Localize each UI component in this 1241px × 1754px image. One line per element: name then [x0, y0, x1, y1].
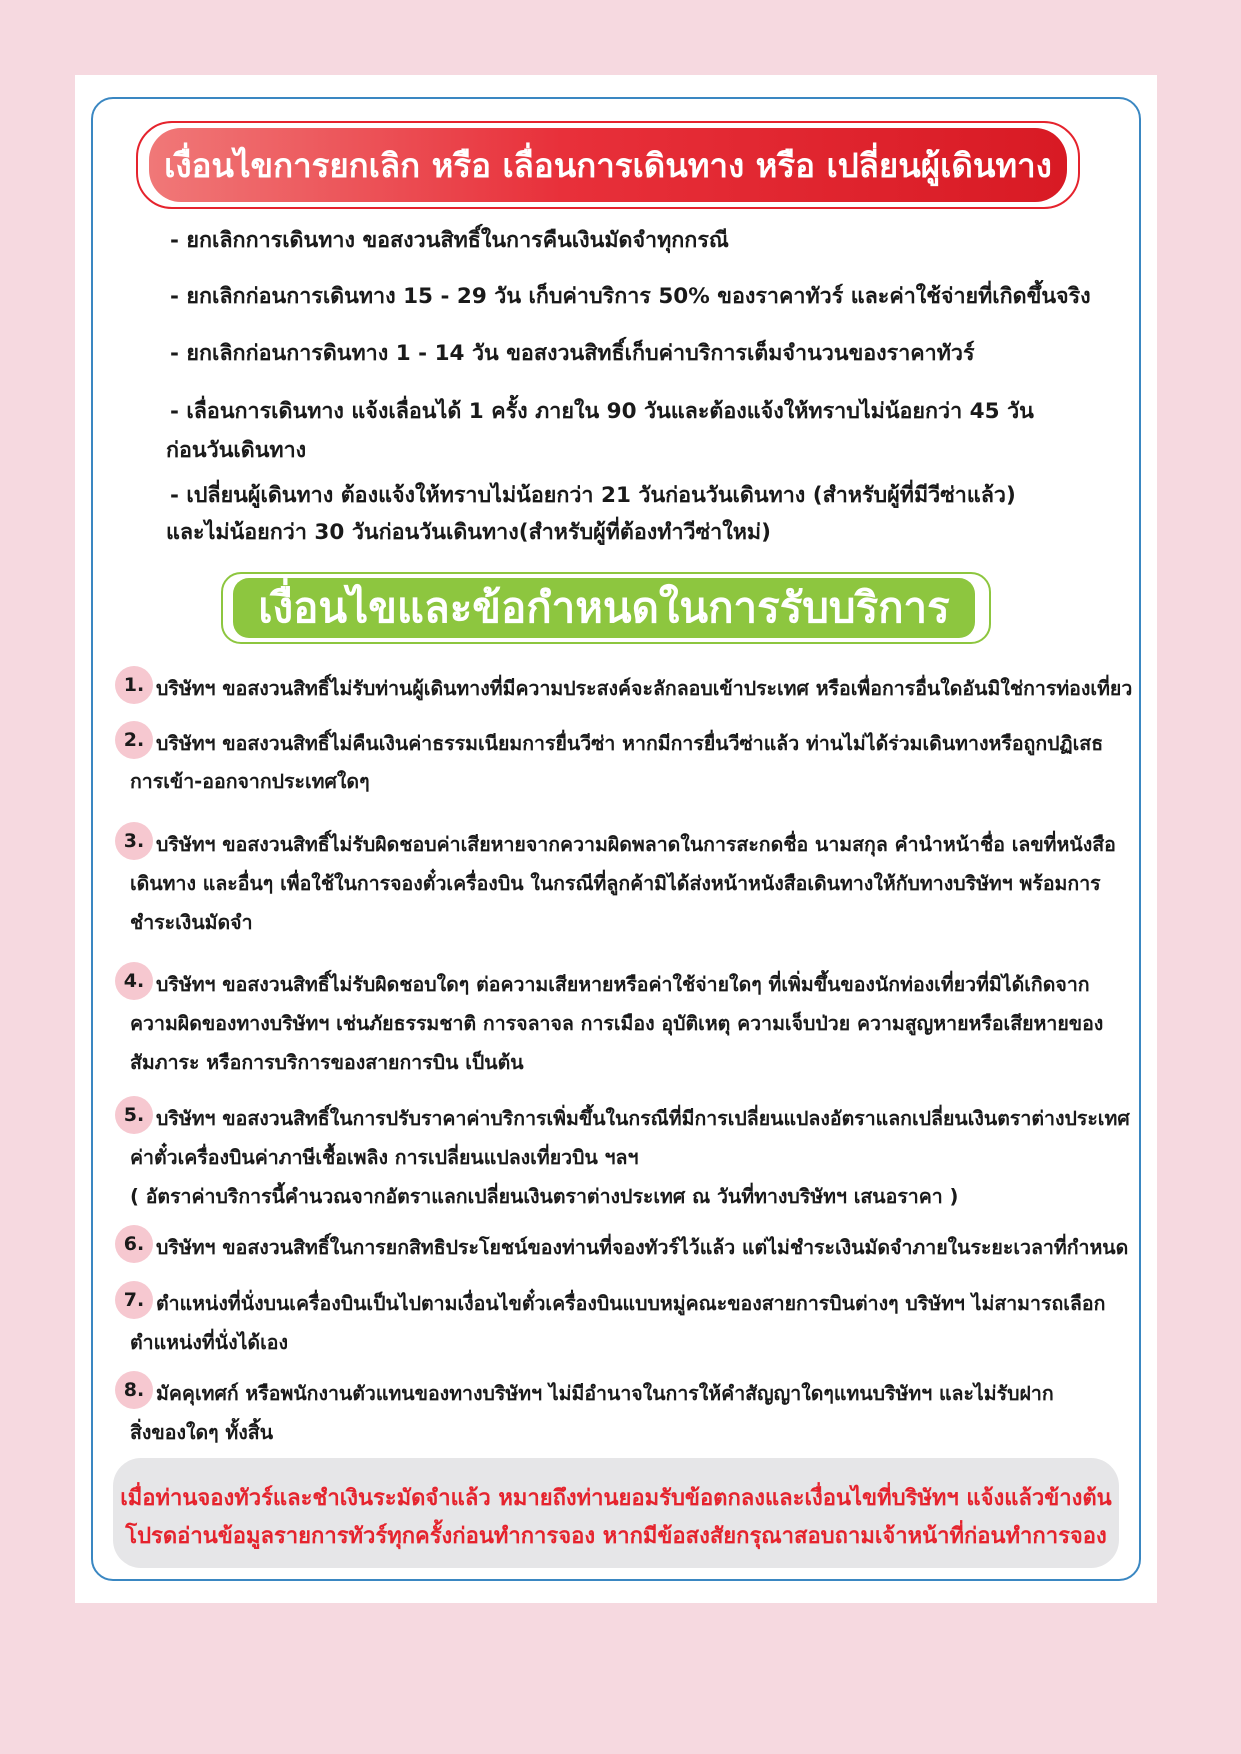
term-line: มัคคุเทศก์ หรือพนักงานตัวแทนของทางบริษัทฯ ไม่มีอำนาจในการให้คำสัญญาใดๆแทนบริษัทฯ และไม่รับฝาก	[156, 1382, 1054, 1405]
term-line: บริษัทฯ ขอสงวนสิทธิ์ไม่รับผิดชอบค่าเสียหายจากความผิดพลาดในการสะกดชื่อ นามสกุล คำนำหน้าชื่อ เลขที่หนังสือ	[156, 833, 1116, 856]
term-line: ( อัตราค่าบริการนี้คำนวณจากอัตราแลกเปลี่ยนเงินตราต่างประเทศ ณ วันที่ทางบริษัทฯ เสนอราคา )	[130, 1185, 959, 1208]
item-number-badge: 3.	[115, 822, 153, 860]
cancel-line: และไม่น้อยกว่า 30 วันก่อนวันเดินทาง(สำหรับผู้ที่ต้องทำวีซ่าใหม่)	[166, 520, 771, 545]
term-line: การเข้า-ออกจากประเทศใดๆ	[130, 770, 370, 793]
term-line: สัมภาระ หรือการบริการของสายการบิน เป็นต้น	[130, 1051, 524, 1074]
term-line: ตำแหน่งที่นั่งได้เอง	[130, 1331, 288, 1354]
term-line: เดินทาง และอื่นๆ เพื่อใช้ในการจองตั๋วเครื่องบิน ในกรณีที่ลูกค้ามิได้ส่งหน้าหนังสือเดินทางให้กับทางบริษัทฯ พร้อมการ	[130, 872, 1101, 895]
acceptance-notice-line: โปรดอ่านข้อมูลรายการทัวร์ทุกครั้งก่อนทำการจอง หากมีข้อสงสัยกรุณาสอบถามเจ้าหน้าที่ก่อนทำการจอง	[125, 1524, 1107, 1549]
cancel-line: - ยกเลิกก่อนการดินทาง 1 - 14 วัน ขอสงวนสิทธิ์เก็บค่าบริการเต็มจำนวนของราคาทัวร์	[170, 341, 975, 366]
cancel-line: - ยกเลิกการเดินทาง ขอสงวนสิทธิ์ในการคืนเงินมัดจำทุกกรณี	[170, 228, 729, 253]
term-line: สิ่งของใดๆ ทั้งสิ้น	[130, 1421, 274, 1444]
term-line: บริษัทฯ ขอสงวนสิทธิ์ในการยกสิทธิประโยชน์ของท่านที่จองทัวร์ไว้แล้ว แต่ไม่ชำระเงินมัดจำภายในระยะเวลาที่กำหนด	[156, 1236, 1129, 1259]
term-line: บริษัทฯ ขอสงวนสิทธิ์ไม่คืนเงินค่าธรรมเนียมการยื่นวีซ่า หากมีการยื่นวีซ่าแล้ว ท่านไม่ได้ร่วมเดินทางหรือถูกปฏิเสธ	[156, 732, 1104, 755]
term-line: ชำระเงินมัดจำ	[130, 911, 253, 934]
cancel-line: ก่อนวันเดินทาง	[166, 438, 307, 463]
item-number-badge: 8.	[115, 1371, 153, 1409]
acceptance-notice-line: เมื่อท่านจองทัวร์และชำเงินระมัดจำแล้ว หมายถึงท่านยอมรับข้อตกลงและเงื่อนไขที่บริษัทฯ แจ้งแล้วข้างต้น	[120, 1486, 1112, 1511]
item-number-badge: 6.	[115, 1225, 153, 1263]
term-line: บริษัทฯ ขอสงวนสิทธิ์ไม่รับท่านผู้เดินทางที่มีความประสงค์จะลักลอบเข้าประเทศ หรือเพื่อการอื่นใดอันมิใช่การท่องเที่ยว	[156, 677, 1133, 700]
item-number-badge: 1.	[115, 666, 153, 704]
cancel-line: - ยกเลิกก่อนการเดินทาง 15 - 29 วัน เก็บค่าบริการ 50% ของราคาทัวร์ และค่าใช้จ่ายที่เกิดขึ้นจริง	[170, 284, 1091, 309]
acceptance-notice-box	[113, 1458, 1119, 1568]
item-number-badge: 7.	[115, 1281, 153, 1319]
term-line: บริษัทฯ ขอสงวนสิทธิ์ไม่รับผิดชอบใดๆ ต่อความเสียหายหรือค่าใช้จ่ายใดๆ ที่เพิ่มขึ้นของนักท่องเที่ยวที่มิได้เกิดจาก	[156, 973, 1090, 996]
cancel-section-title: เงื่อนไขการยกเลิก หรือ เลื่อนการเดินทาง หรือ เปลี่ยนผู้เดินทาง	[149, 128, 1067, 202]
cancel-line: - เปลี่ยนผู้เดินทาง ต้องแจ้งให้ทราบไม่น้อยกว่า 21 วันก่อนวันเดินทาง (สำหรับผู้ที่มีวีซ่าแล้ว)	[170, 483, 1016, 508]
term-line: ความผิดของทางบริษัทฯ เช่นภัยธรรมชาติ การจลาจล การเมือง อุบัติเหตุ ความเจ็บป่วย ความสูญหายหรือเสียหายของ	[130, 1012, 1104, 1035]
item-number-badge: 2.	[115, 721, 153, 759]
item-number-badge: 4.	[115, 962, 153, 1000]
term-line: ค่าตั๋วเครื่องบินค่าภาษีเชื้อเพลิง การเปลี่ยนแปลงเที่ยวบิน ฯลฯ	[130, 1146, 639, 1169]
terms-section-title: เงื่อนไขและข้อกำหนดในการรับบริการ	[233, 578, 975, 638]
term-line: บริษัทฯ ขอสงวนสิทธิ์ในการปรับราคาค่าบริการเพิ่มขึ้นในกรณีที่มีการเปลี่ยนแปลงอัตราแลกเปลี่ยนเงินตราต่างประเทศ	[156, 1107, 1130, 1130]
term-line: ตำแหน่งที่นั่งบนเครื่องบินเป็นไปตามเงื่อนไขตั๋วเครื่องบินแบบหมู่คณะของสายการบินต่างๆ บริษัทฯ ไม่สามารถเลือก	[156, 1292, 1106, 1315]
document-sheet	[75, 75, 1157, 1603]
cancel-line: - เลื่อนการเดินทาง แจ้งเลื่อนได้ 1 ครั้ง ภายใน 90 วันและต้องแจ้งให้ทราบไม่น้อยกว่า 45 วัน	[170, 399, 1034, 424]
item-number-badge: 5.	[115, 1096, 153, 1134]
